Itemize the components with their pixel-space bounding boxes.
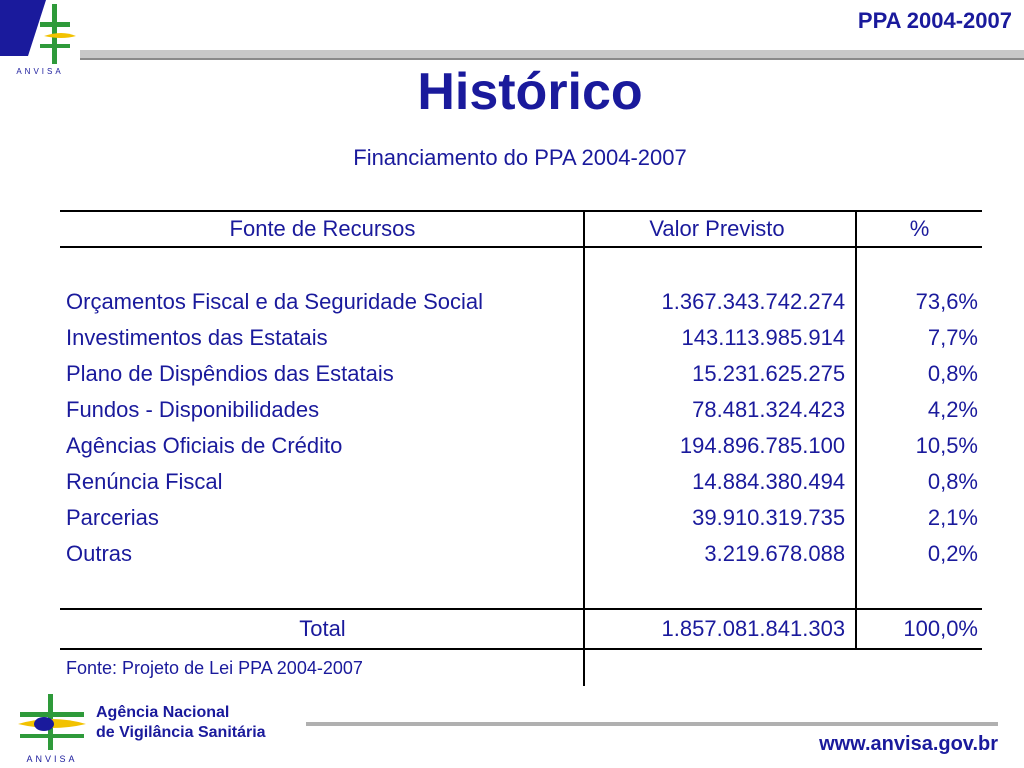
row-value: 78.481.324.423 xyxy=(584,392,856,428)
row-source: Plano de Dispêndios das Estatais xyxy=(66,361,394,386)
agency-name xyxy=(96,703,266,743)
row-value: 1.367.343.742.274 xyxy=(584,284,856,320)
row-source: Parcerias xyxy=(66,505,159,530)
row-source: Renúncia Fiscal xyxy=(66,469,223,494)
header-divider xyxy=(80,50,1024,58)
table-spacer-row xyxy=(60,572,982,609)
total-value: 1.857.081.841.303 xyxy=(584,609,856,649)
agency-line-2: de Vigilância Sanitária xyxy=(96,724,266,741)
table-row xyxy=(60,356,982,392)
table-source-row xyxy=(60,649,982,686)
financing-table xyxy=(60,210,982,686)
row-percent: 7,7% xyxy=(856,320,982,356)
row-percent: 10,5% xyxy=(856,428,982,464)
table-row xyxy=(60,536,982,572)
header-divider-line xyxy=(80,58,1024,60)
table-row xyxy=(60,428,982,464)
row-percent: 0,8% xyxy=(856,464,982,500)
table-row xyxy=(60,284,982,320)
row-percent: 0,8% xyxy=(856,356,982,392)
table-total-row xyxy=(60,609,982,649)
row-percent: 0,2% xyxy=(856,536,982,572)
row-source: Investimentos das Estatais xyxy=(66,325,328,350)
header-source: Fonte de Recursos xyxy=(60,211,584,247)
row-percent: 4,2% xyxy=(856,392,982,428)
row-source: Orçamentos Fiscal e da Seguridade Social xyxy=(66,289,483,314)
page-subtitle: Financiamento do PPA 2004-2007 xyxy=(353,145,687,170)
table-row xyxy=(60,500,982,536)
source-note: Fonte: Projeto de Lei PPA 2004-2007 xyxy=(66,657,363,678)
row-source: Outras xyxy=(66,541,133,566)
row-value: 14.884.380.494 xyxy=(584,464,856,500)
total-label: Total xyxy=(60,609,584,649)
row-percent: 73,6% xyxy=(856,284,982,320)
agency-line-1: Agência Nacional xyxy=(96,704,230,721)
anvisa-logo-bottom xyxy=(14,690,90,766)
table-row xyxy=(60,392,982,428)
row-value: 194.896.785.100 xyxy=(584,428,856,464)
row-source: Agências Oficiais de Crédito xyxy=(66,433,343,458)
row-percent: 2,1% xyxy=(856,500,982,536)
footer-divider xyxy=(306,722,998,726)
row-value: 143.113.985.914 xyxy=(584,320,856,356)
table-header-row xyxy=(60,211,982,247)
table-row xyxy=(60,320,982,356)
total-percent: 100,0% xyxy=(856,609,982,649)
svg-text:ANVISA: ANVISA xyxy=(16,67,64,76)
table-spacer-row xyxy=(60,247,982,284)
document-label: PPA 2004-2007 xyxy=(857,8,1012,33)
website-link[interactable]: www.anvisa.gov.br xyxy=(819,733,998,755)
page-title: Histórico xyxy=(417,63,643,121)
row-value: 39.910.319.735 xyxy=(584,500,856,536)
row-value: 3.219.678.088 xyxy=(584,536,856,572)
header-value: Valor Previsto xyxy=(584,211,856,247)
header-percent: % xyxy=(856,211,982,247)
table-row xyxy=(60,464,982,500)
svg-text:ANVISA: ANVISA xyxy=(26,754,78,764)
row-source: Fundos - Disponibilidades xyxy=(66,397,320,422)
row-value: 15.231.625.275 xyxy=(584,356,856,392)
